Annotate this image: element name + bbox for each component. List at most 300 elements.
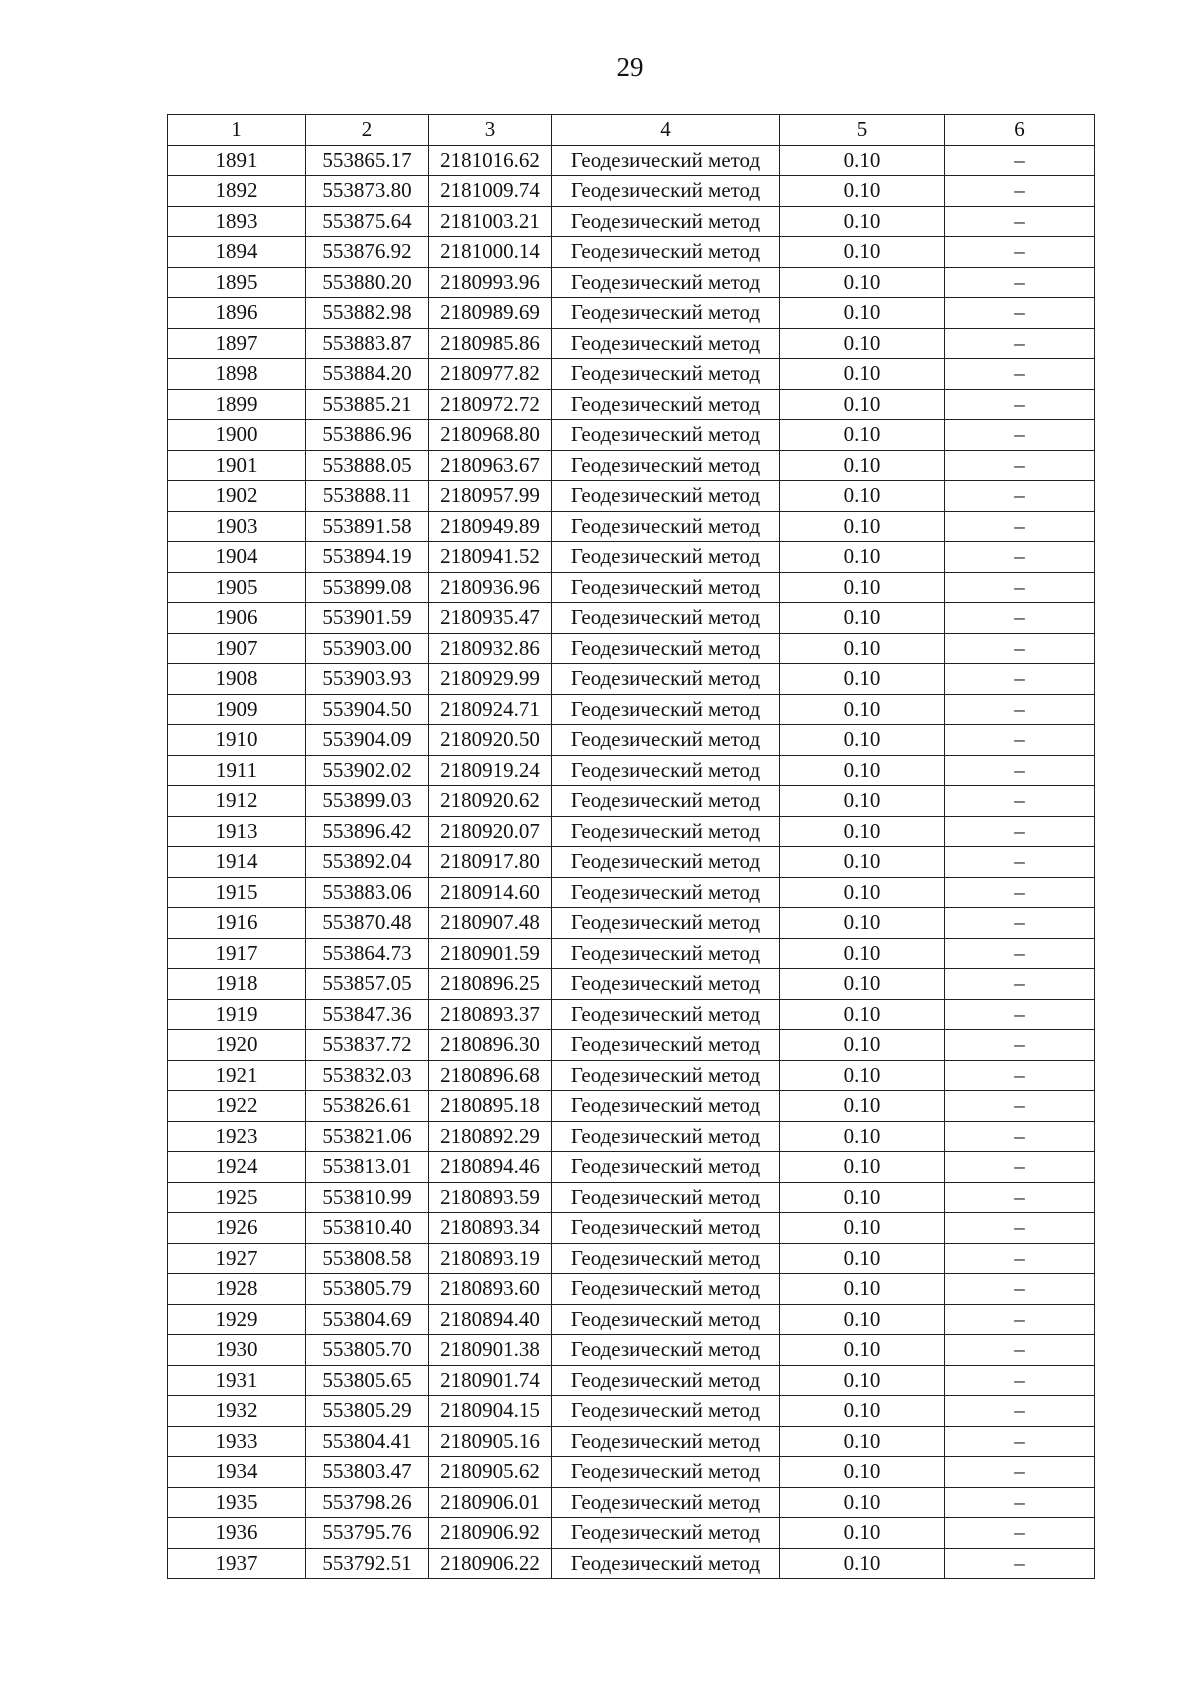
table-row [168, 1518, 1095, 1549]
table-header-row [168, 115, 1095, 146]
method-cell: Геодезический метод [552, 816, 780, 847]
table-row [168, 481, 1095, 512]
x-coordinate-cell: 553901.59 [306, 603, 429, 634]
note-cell: – [945, 389, 1095, 420]
y-coordinate-cell: 2180932.86 [429, 633, 552, 664]
note-cell: – [945, 1335, 1095, 1366]
column-header: 3 [429, 115, 552, 146]
note-cell: – [945, 725, 1095, 756]
point-number-cell: 1906 [168, 603, 306, 634]
point-number-cell: 1914 [168, 847, 306, 878]
note-cell: – [945, 267, 1095, 298]
x-coordinate-cell: 553904.09 [306, 725, 429, 756]
method-cell: Геодезический метод [552, 1487, 780, 1518]
table-row [168, 1335, 1095, 1366]
accuracy-cell: 0.10 [780, 725, 945, 756]
table-row [168, 1304, 1095, 1335]
note-cell: – [945, 664, 1095, 695]
method-cell: Геодезический метод [552, 999, 780, 1030]
note-cell: – [945, 1213, 1095, 1244]
accuracy-cell: 0.10 [780, 176, 945, 207]
note-cell: – [945, 1182, 1095, 1213]
point-number-cell: 1933 [168, 1426, 306, 1457]
x-coordinate-cell: 553888.05 [306, 450, 429, 481]
method-cell: Геодезический метод [552, 1182, 780, 1213]
accuracy-cell: 0.10 [780, 999, 945, 1030]
note-cell: – [945, 1091, 1095, 1122]
point-number-cell: 1926 [168, 1213, 306, 1244]
method-cell: Геодезический метод [552, 1152, 780, 1183]
y-coordinate-cell: 2180893.37 [429, 999, 552, 1030]
point-number-cell: 1915 [168, 877, 306, 908]
method-cell: Геодезический метод [552, 1426, 780, 1457]
x-coordinate-cell: 553821.06 [306, 1121, 429, 1152]
table-row [168, 389, 1095, 420]
note-cell: – [945, 786, 1095, 817]
table-row [168, 1274, 1095, 1305]
table-row [168, 603, 1095, 634]
x-coordinate-cell: 553873.80 [306, 176, 429, 207]
y-coordinate-cell: 2180941.52 [429, 542, 552, 573]
x-coordinate-cell: 553804.41 [306, 1426, 429, 1457]
x-coordinate-cell: 553847.36 [306, 999, 429, 1030]
y-coordinate-cell: 2180905.16 [429, 1426, 552, 1457]
x-coordinate-cell: 553792.51 [306, 1548, 429, 1579]
method-cell: Геодезический метод [552, 1457, 780, 1488]
x-coordinate-cell: 553810.40 [306, 1213, 429, 1244]
table-row [168, 1457, 1095, 1488]
y-coordinate-cell: 2180894.46 [429, 1152, 552, 1183]
accuracy-cell: 0.10 [780, 359, 945, 390]
method-cell: Геодезический метод [552, 786, 780, 817]
y-coordinate-cell: 2180917.80 [429, 847, 552, 878]
table-row [168, 1396, 1095, 1427]
method-cell: Геодезический метод [552, 450, 780, 481]
point-number-cell: 1936 [168, 1518, 306, 1549]
note-cell: – [945, 1548, 1095, 1579]
accuracy-cell: 0.10 [780, 1030, 945, 1061]
y-coordinate-cell: 2180893.19 [429, 1243, 552, 1274]
x-coordinate-cell: 553813.01 [306, 1152, 429, 1183]
accuracy-cell: 0.10 [780, 1152, 945, 1183]
x-coordinate-cell: 553885.21 [306, 389, 429, 420]
note-cell: – [945, 694, 1095, 725]
y-coordinate-cell: 2181009.74 [429, 176, 552, 207]
accuracy-cell: 0.10 [780, 420, 945, 451]
method-cell: Геодезический метод [552, 572, 780, 603]
point-number-cell: 1896 [168, 298, 306, 329]
method-cell: Геодезический метод [552, 1518, 780, 1549]
y-coordinate-cell: 2180972.72 [429, 389, 552, 420]
point-number-cell: 1917 [168, 938, 306, 969]
point-number-cell: 1911 [168, 755, 306, 786]
note-cell: – [945, 603, 1095, 634]
table-row [168, 1487, 1095, 1518]
y-coordinate-cell: 2181000.14 [429, 237, 552, 268]
method-cell: Геодезический метод [552, 542, 780, 573]
method-cell: Геодезический метод [552, 1304, 780, 1335]
point-number-cell: 1922 [168, 1091, 306, 1122]
point-number-cell: 1903 [168, 511, 306, 542]
y-coordinate-cell: 2180894.40 [429, 1304, 552, 1335]
table-row [168, 938, 1095, 969]
note-cell: – [945, 542, 1095, 573]
method-cell: Геодезический метод [552, 694, 780, 725]
note-cell: – [945, 847, 1095, 878]
table-row [168, 542, 1095, 573]
table-row [168, 1548, 1095, 1579]
accuracy-cell: 0.10 [780, 938, 945, 969]
x-coordinate-cell: 553805.70 [306, 1335, 429, 1366]
method-cell: Геодезический метод [552, 481, 780, 512]
x-coordinate-cell: 553826.61 [306, 1091, 429, 1122]
y-coordinate-cell: 2180929.99 [429, 664, 552, 695]
table-row [168, 420, 1095, 451]
accuracy-cell: 0.10 [780, 450, 945, 481]
point-number-cell: 1929 [168, 1304, 306, 1335]
point-number-cell: 1931 [168, 1365, 306, 1396]
x-coordinate-cell: 553805.29 [306, 1396, 429, 1427]
y-coordinate-cell: 2181016.62 [429, 145, 552, 176]
y-coordinate-cell: 2181003.21 [429, 206, 552, 237]
point-number-cell: 1904 [168, 542, 306, 573]
point-number-cell: 1925 [168, 1182, 306, 1213]
point-number-cell: 1891 [168, 145, 306, 176]
x-coordinate-cell: 553891.58 [306, 511, 429, 542]
y-coordinate-cell: 2180901.74 [429, 1365, 552, 1396]
method-cell: Геодезический метод [552, 938, 780, 969]
column-header: 4 [552, 115, 780, 146]
x-coordinate-cell: 553899.03 [306, 786, 429, 817]
accuracy-cell: 0.10 [780, 1487, 945, 1518]
point-number-cell: 1912 [168, 786, 306, 817]
accuracy-cell: 0.10 [780, 1121, 945, 1152]
x-coordinate-cell: 553892.04 [306, 847, 429, 878]
method-cell: Геодезический метод [552, 664, 780, 695]
y-coordinate-cell: 2180993.96 [429, 267, 552, 298]
note-cell: – [945, 176, 1095, 207]
accuracy-cell: 0.10 [780, 1060, 945, 1091]
point-number-cell: 1898 [168, 359, 306, 390]
note-cell: – [945, 420, 1095, 451]
accuracy-cell: 0.10 [780, 511, 945, 542]
x-coordinate-cell: 553894.19 [306, 542, 429, 573]
y-coordinate-cell: 2180985.86 [429, 328, 552, 359]
table-row [168, 633, 1095, 664]
note-cell: – [945, 1121, 1095, 1152]
accuracy-cell: 0.10 [780, 1396, 945, 1427]
accuracy-cell: 0.10 [780, 389, 945, 420]
x-coordinate-cell: 553798.26 [306, 1487, 429, 1518]
point-number-cell: 1893 [168, 206, 306, 237]
table-row [168, 969, 1095, 1000]
table-body [168, 115, 1095, 1579]
accuracy-cell: 0.10 [780, 1335, 945, 1366]
table-row [168, 237, 1095, 268]
x-coordinate-cell: 553864.73 [306, 938, 429, 969]
method-cell: Геодезический метод [552, 1365, 780, 1396]
x-coordinate-cell: 553857.05 [306, 969, 429, 1000]
y-coordinate-cell: 2180936.96 [429, 572, 552, 603]
y-coordinate-cell: 2180892.29 [429, 1121, 552, 1152]
point-number-cell: 1930 [168, 1335, 306, 1366]
method-cell: Геодезический метод [552, 1121, 780, 1152]
accuracy-cell: 0.10 [780, 1457, 945, 1488]
x-coordinate-cell: 553904.50 [306, 694, 429, 725]
note-cell: – [945, 1060, 1095, 1091]
point-number-cell: 1902 [168, 481, 306, 512]
note-cell: – [945, 481, 1095, 512]
table-row [168, 267, 1095, 298]
table-row [168, 1365, 1095, 1396]
method-cell: Геодезический метод [552, 725, 780, 756]
accuracy-cell: 0.10 [780, 633, 945, 664]
point-number-cell: 1907 [168, 633, 306, 664]
table-row [168, 572, 1095, 603]
table-row [168, 298, 1095, 329]
accuracy-cell: 0.10 [780, 786, 945, 817]
coordinates-table [167, 114, 1095, 1579]
table-row [168, 694, 1095, 725]
accuracy-cell: 0.10 [780, 755, 945, 786]
note-cell: – [945, 298, 1095, 329]
y-coordinate-cell: 2180989.69 [429, 298, 552, 329]
point-number-cell: 1932 [168, 1396, 306, 1427]
accuracy-cell: 0.10 [780, 572, 945, 603]
method-cell: Геодезический метод [552, 267, 780, 298]
point-number-cell: 1895 [168, 267, 306, 298]
accuracy-cell: 0.10 [780, 145, 945, 176]
method-cell: Геодезический метод [552, 755, 780, 786]
table-row [168, 1426, 1095, 1457]
table-row [168, 664, 1095, 695]
x-coordinate-cell: 553903.00 [306, 633, 429, 664]
accuracy-cell: 0.10 [780, 664, 945, 695]
note-cell: – [945, 237, 1095, 268]
y-coordinate-cell: 2180893.34 [429, 1213, 552, 1244]
method-cell: Геодезический метод [552, 969, 780, 1000]
y-coordinate-cell: 2180896.25 [429, 969, 552, 1000]
accuracy-cell: 0.10 [780, 603, 945, 634]
accuracy-cell: 0.10 [780, 542, 945, 573]
method-cell: Геодезический метод [552, 145, 780, 176]
accuracy-cell: 0.10 [780, 877, 945, 908]
method-cell: Геодезический метод [552, 420, 780, 451]
table-row [168, 816, 1095, 847]
note-cell: – [945, 1518, 1095, 1549]
x-coordinate-cell: 553808.58 [306, 1243, 429, 1274]
y-coordinate-cell: 2180896.30 [429, 1030, 552, 1061]
accuracy-cell: 0.10 [780, 1274, 945, 1305]
point-number-cell: 1920 [168, 1030, 306, 1061]
accuracy-cell: 0.10 [780, 237, 945, 268]
column-header: 1 [168, 115, 306, 146]
y-coordinate-cell: 2180906.22 [429, 1548, 552, 1579]
table-row [168, 359, 1095, 390]
note-cell: – [945, 633, 1095, 664]
table-row [168, 1243, 1095, 1274]
accuracy-cell: 0.10 [780, 694, 945, 725]
note-cell: – [945, 755, 1095, 786]
method-cell: Геодезический метод [552, 1030, 780, 1061]
point-number-cell: 1918 [168, 969, 306, 1000]
note-cell: – [945, 1457, 1095, 1488]
point-number-cell: 1894 [168, 237, 306, 268]
point-number-cell: 1934 [168, 1457, 306, 1488]
note-cell: – [945, 450, 1095, 481]
y-coordinate-cell: 2180914.60 [429, 877, 552, 908]
table-row [168, 877, 1095, 908]
note-cell: – [945, 1304, 1095, 1335]
accuracy-cell: 0.10 [780, 298, 945, 329]
point-number-cell: 1923 [168, 1121, 306, 1152]
table-row [168, 1213, 1095, 1244]
method-cell: Геодезический метод [552, 847, 780, 878]
x-coordinate-cell: 553865.17 [306, 145, 429, 176]
accuracy-cell: 0.10 [780, 1091, 945, 1122]
method-cell: Геодезический метод [552, 908, 780, 939]
accuracy-cell: 0.10 [780, 1426, 945, 1457]
note-cell: – [945, 1426, 1095, 1457]
y-coordinate-cell: 2180919.24 [429, 755, 552, 786]
point-number-cell: 1905 [168, 572, 306, 603]
note-cell: – [945, 1030, 1095, 1061]
note-cell: – [945, 206, 1095, 237]
x-coordinate-cell: 553880.20 [306, 267, 429, 298]
table-row [168, 1152, 1095, 1183]
method-cell: Геодезический метод [552, 603, 780, 634]
page-number: 29 [616, 52, 644, 82]
note-cell: – [945, 938, 1095, 969]
table-row [168, 450, 1095, 481]
y-coordinate-cell: 2180895.18 [429, 1091, 552, 1122]
note-cell: – [945, 1243, 1095, 1274]
point-number-cell: 1916 [168, 908, 306, 939]
point-number-cell: 1935 [168, 1487, 306, 1518]
point-number-cell: 1897 [168, 328, 306, 359]
accuracy-cell: 0.10 [780, 1304, 945, 1335]
note-cell: – [945, 1152, 1095, 1183]
y-coordinate-cell: 2180968.80 [429, 420, 552, 451]
accuracy-cell: 0.10 [780, 847, 945, 878]
column-header: 2 [306, 115, 429, 146]
point-number-cell: 1927 [168, 1243, 306, 1274]
method-cell: Геодезический метод [552, 1243, 780, 1274]
y-coordinate-cell: 2180901.59 [429, 938, 552, 969]
x-coordinate-cell: 553884.20 [306, 359, 429, 390]
y-coordinate-cell: 2180920.50 [429, 725, 552, 756]
note-cell: – [945, 816, 1095, 847]
y-coordinate-cell: 2180949.89 [429, 511, 552, 542]
method-cell: Геодезический метод [552, 1335, 780, 1366]
point-number-cell: 1924 [168, 1152, 306, 1183]
method-cell: Геодезический метод [552, 176, 780, 207]
x-coordinate-cell: 553795.76 [306, 1518, 429, 1549]
y-coordinate-cell: 2180907.48 [429, 908, 552, 939]
method-cell: Геодезический метод [552, 359, 780, 390]
point-number-cell: 1908 [168, 664, 306, 695]
table-row [168, 145, 1095, 176]
x-coordinate-cell: 553805.65 [306, 1365, 429, 1396]
note-cell: – [945, 572, 1095, 603]
method-cell: Геодезический метод [552, 1213, 780, 1244]
note-cell: – [945, 969, 1095, 1000]
y-coordinate-cell: 2180896.68 [429, 1060, 552, 1091]
table-row [168, 1091, 1095, 1122]
note-cell: – [945, 1487, 1095, 1518]
x-coordinate-cell: 553896.42 [306, 816, 429, 847]
note-cell: – [945, 511, 1095, 542]
point-number-cell: 1928 [168, 1274, 306, 1305]
point-number-cell: 1900 [168, 420, 306, 451]
accuracy-cell: 0.10 [780, 206, 945, 237]
method-cell: Геодезический метод [552, 206, 780, 237]
x-coordinate-cell: 553903.93 [306, 664, 429, 695]
table-row [168, 328, 1095, 359]
method-cell: Геодезический метод [552, 511, 780, 542]
accuracy-cell: 0.10 [780, 816, 945, 847]
point-number-cell: 1909 [168, 694, 306, 725]
accuracy-cell: 0.10 [780, 908, 945, 939]
x-coordinate-cell: 553902.02 [306, 755, 429, 786]
accuracy-cell: 0.10 [780, 1213, 945, 1244]
point-number-cell: 1913 [168, 816, 306, 847]
y-coordinate-cell: 2180920.62 [429, 786, 552, 817]
x-coordinate-cell: 553803.47 [306, 1457, 429, 1488]
point-number-cell: 1901 [168, 450, 306, 481]
method-cell: Геодезический метод [552, 1274, 780, 1305]
y-coordinate-cell: 2180935.47 [429, 603, 552, 634]
x-coordinate-cell: 553832.03 [306, 1060, 429, 1091]
y-coordinate-cell: 2180920.07 [429, 816, 552, 847]
accuracy-cell: 0.10 [780, 1548, 945, 1579]
table-row [168, 847, 1095, 878]
x-coordinate-cell: 553882.98 [306, 298, 429, 329]
table-row [168, 999, 1095, 1030]
table-row [168, 206, 1095, 237]
point-number-cell: 1899 [168, 389, 306, 420]
x-coordinate-cell: 553810.99 [306, 1182, 429, 1213]
point-number-cell: 1919 [168, 999, 306, 1030]
note-cell: – [945, 145, 1095, 176]
table-row [168, 725, 1095, 756]
table-row [168, 176, 1095, 207]
note-cell: – [945, 1274, 1095, 1305]
method-cell: Геодезический метод [552, 237, 780, 268]
table-row [168, 1060, 1095, 1091]
table-row [168, 908, 1095, 939]
accuracy-cell: 0.10 [780, 481, 945, 512]
point-number-cell: 1937 [168, 1548, 306, 1579]
y-coordinate-cell: 2180977.82 [429, 359, 552, 390]
accuracy-cell: 0.10 [780, 267, 945, 298]
table-row [168, 1030, 1095, 1061]
point-number-cell: 1892 [168, 176, 306, 207]
accuracy-cell: 0.10 [780, 1243, 945, 1274]
y-coordinate-cell: 2180893.59 [429, 1182, 552, 1213]
y-coordinate-cell: 2180906.01 [429, 1487, 552, 1518]
x-coordinate-cell: 553837.72 [306, 1030, 429, 1061]
table-row [168, 1121, 1095, 1152]
note-cell: – [945, 328, 1095, 359]
x-coordinate-cell: 553899.08 [306, 572, 429, 603]
note-cell: – [945, 359, 1095, 390]
x-coordinate-cell: 553886.96 [306, 420, 429, 451]
x-coordinate-cell: 553888.11 [306, 481, 429, 512]
y-coordinate-cell: 2180904.15 [429, 1396, 552, 1427]
accuracy-cell: 0.10 [780, 1365, 945, 1396]
y-coordinate-cell: 2180893.60 [429, 1274, 552, 1305]
